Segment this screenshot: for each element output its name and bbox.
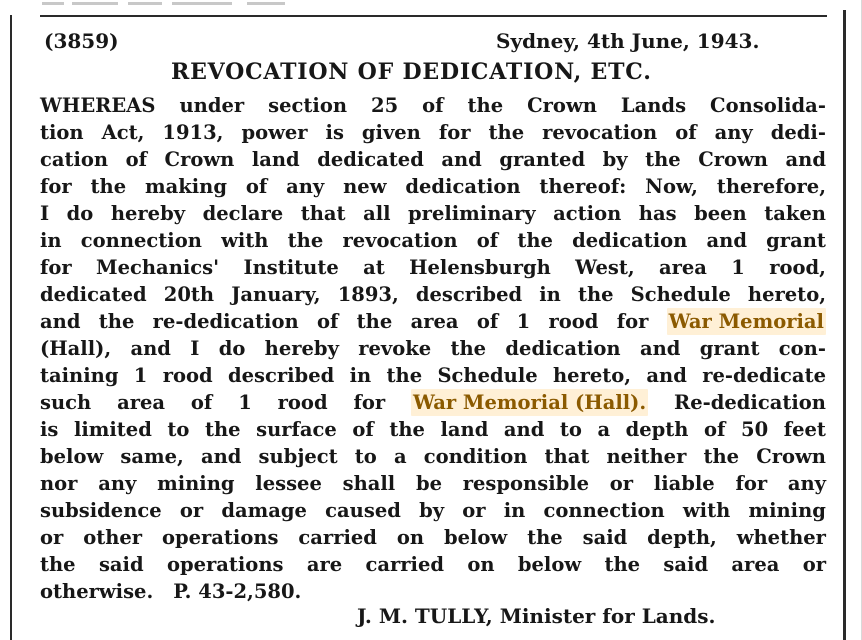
body-word: 50 — [741, 418, 769, 441]
body-word: caused — [325, 499, 401, 522]
body-word: hereby — [264, 337, 339, 360]
body-word: hereto, — [747, 283, 826, 306]
body-word: con- — [778, 337, 826, 360]
body-word: on — [396, 526, 425, 549]
body-word: described — [227, 364, 335, 387]
body-word: below — [40, 445, 104, 468]
body-word: same, — [120, 445, 184, 468]
body-word: mining — [157, 472, 235, 495]
body-word: the — [488, 121, 525, 144]
body-word: action — [553, 202, 622, 225]
body-word: revocation — [542, 121, 658, 144]
body-word: and — [785, 148, 826, 171]
right-border-rule — [843, 10, 846, 640]
body-word: do — [218, 337, 246, 360]
body-word: of — [476, 229, 499, 252]
body-word: any — [286, 175, 325, 198]
body-word: limited — [73, 418, 152, 441]
body-word: of — [190, 391, 213, 414]
body-word: of — [245, 175, 268, 198]
body-word: area — [410, 310, 459, 333]
body-word: given — [361, 121, 421, 144]
body-word: Crown — [527, 94, 597, 117]
body-word: P. 43-2,580. — [173, 580, 302, 603]
body-line — [40, 308, 826, 335]
body-word: declare — [202, 202, 284, 225]
body-word: land — [251, 148, 300, 171]
top-border-rule — [40, 15, 827, 17]
body-word: the — [389, 418, 425, 441]
body-word: 1 — [133, 364, 148, 387]
notice-body — [40, 92, 826, 605]
body-line — [40, 389, 826, 416]
body-word: operations — [161, 526, 279, 549]
body-word: rood, — [769, 256, 826, 279]
body-word: Institute — [243, 256, 339, 279]
body-word: or — [802, 553, 826, 576]
body-word: the — [287, 229, 324, 252]
body-word: the — [527, 526, 563, 549]
body-line — [40, 443, 826, 470]
body-word: subject — [258, 445, 338, 468]
body-word: carried — [298, 526, 377, 549]
body-word: Mechanics' — [96, 256, 220, 279]
body-line — [40, 362, 826, 389]
body-word: land — [440, 418, 489, 441]
notice-title: REVOCATION OF DEDICATION, ETC. — [171, 59, 652, 85]
body-word: is — [40, 418, 59, 441]
body-word: condition — [423, 445, 528, 468]
body-word: such — [40, 391, 92, 414]
body-word: all — [363, 202, 391, 225]
body-word: any — [98, 472, 137, 495]
body-word: dedi- — [770, 121, 826, 144]
body-word: West, — [575, 256, 635, 279]
body-word: described — [415, 283, 523, 306]
left-border-rule — [10, 15, 12, 640]
body-word: 20th — [163, 283, 215, 306]
body-word: the — [356, 310, 393, 333]
body-word: to — [354, 445, 377, 468]
body-word: area — [658, 256, 707, 279]
body-word: granted — [499, 148, 586, 171]
body-word: in — [40, 229, 62, 252]
body-word: the — [703, 445, 740, 468]
body-word: liable — [653, 472, 715, 495]
body-word: Schedule — [437, 364, 538, 387]
body-word: otherwise. — [40, 580, 154, 603]
body-word: the — [645, 148, 681, 171]
body-word: revocation — [342, 229, 458, 252]
body-word: the — [577, 283, 614, 306]
body-word: of — [704, 418, 726, 441]
body-word: Act, — [101, 121, 145, 144]
body-word: Crown — [756, 445, 826, 468]
body-line — [40, 470, 826, 497]
body-word: dedication — [505, 337, 621, 360]
body-word: preliminary — [408, 202, 536, 225]
body-word: said — [663, 553, 709, 576]
minister-signature: J. M. TULLY, Minister for Lands. — [357, 604, 716, 628]
highlighted-search-term: War Memorial — [668, 310, 824, 333]
body-word: been — [694, 202, 747, 225]
body-word: has — [638, 202, 677, 225]
body-word: damage — [221, 499, 307, 522]
body-word: connection — [80, 229, 202, 252]
body-word: the — [467, 94, 504, 117]
notice-number: (3859) — [44, 29, 119, 53]
body-word: new — [343, 175, 387, 198]
body-word: hereto, — [552, 364, 632, 387]
body-word: dedication — [405, 175, 521, 198]
body-word: with — [221, 229, 269, 252]
body-word: a — [597, 418, 611, 441]
body-word: or — [179, 499, 204, 522]
body-word: hereby — [110, 202, 186, 225]
body-word: 1 — [238, 391, 252, 414]
body-word: any — [787, 472, 826, 495]
body-word: and — [639, 337, 681, 360]
body-line — [40, 497, 826, 524]
body-word: dedicated — [317, 148, 424, 171]
body-line — [40, 200, 826, 227]
body-word: thereof: — [539, 175, 627, 198]
body-word: of — [422, 94, 444, 117]
body-word: for — [40, 175, 72, 198]
body-word: (Hall), — [40, 337, 112, 360]
body-word: for — [353, 391, 386, 414]
body-word: and — [200, 445, 242, 468]
body-word: Helensburgh — [409, 256, 551, 279]
body-word: Consolida- — [710, 94, 826, 117]
body-word: said — [582, 526, 628, 549]
body-word: section — [268, 94, 347, 117]
body-word: therefore, — [716, 175, 826, 198]
body-word: and — [130, 337, 171, 360]
body-word: connection — [543, 499, 665, 522]
body-word: or — [609, 472, 634, 495]
body-word: by — [602, 148, 628, 171]
body-word: on — [467, 553, 495, 576]
body-word: rood — [548, 310, 599, 333]
body-line — [40, 551, 826, 578]
body-word: to — [559, 418, 582, 441]
body-word: Schedule — [630, 283, 731, 306]
body-word: that — [544, 445, 590, 468]
body-word: under — [179, 94, 245, 117]
body-word: of — [125, 148, 148, 171]
body-word: of — [476, 310, 499, 333]
body-word: to — [167, 418, 190, 441]
body-word: cation — [40, 148, 109, 171]
body-word: other — [83, 526, 143, 549]
body-word: and — [441, 148, 482, 171]
body-word: area — [117, 391, 166, 414]
body-word: 1893, — [337, 283, 399, 306]
body-word: dedicated — [40, 283, 147, 306]
body-word: for — [40, 256, 72, 279]
body-word: in — [349, 364, 372, 387]
body-word: of — [316, 310, 339, 333]
body-word: any — [714, 121, 753, 144]
body-word: for — [735, 472, 768, 495]
body-word: 1 — [516, 310, 531, 333]
body-word: the — [386, 364, 423, 387]
body-word: neither — [606, 445, 687, 468]
body-word: and — [40, 310, 81, 333]
body-word: or — [40, 526, 64, 549]
body-word: are — [306, 553, 343, 576]
body-word: I — [40, 202, 50, 225]
highlighted-search-term: War Memorial (Hall). — [413, 391, 647, 414]
body-word: 25 — [371, 94, 399, 117]
body-line — [40, 254, 826, 281]
body-word: the — [517, 229, 553, 252]
body-line — [40, 281, 826, 308]
body-word: carried — [365, 553, 445, 576]
body-word: whether — [736, 526, 826, 549]
body-word: and — [503, 418, 545, 441]
body-word: 1 — [731, 256, 745, 279]
body-word: with — [682, 499, 731, 522]
body-word: for — [616, 310, 649, 333]
body-word: in — [503, 499, 526, 522]
body-word: WHEREAS — [40, 94, 156, 117]
body-word: rood — [277, 391, 328, 414]
body-line — [40, 119, 826, 146]
body-word: grant — [699, 337, 760, 360]
body-word: below — [443, 526, 508, 549]
top-cut-off-text — [42, 2, 322, 10]
body-word: rood — [162, 364, 213, 387]
body-word: January, — [231, 283, 321, 306]
body-line — [40, 578, 826, 605]
body-word: of — [352, 418, 374, 441]
body-word: responsible — [462, 472, 590, 495]
body-word: that — [300, 202, 346, 225]
body-word: be — [415, 472, 442, 495]
body-word: the — [450, 337, 487, 360]
body-line — [40, 92, 826, 119]
body-word: making — [144, 175, 227, 198]
body-word: for — [438, 121, 471, 144]
body-word: lessee — [255, 472, 322, 495]
body-word: operations — [166, 553, 284, 576]
body-word: the — [40, 553, 76, 576]
body-line — [40, 335, 826, 362]
body-word: subsidence — [40, 499, 162, 522]
body-word: power — [241, 121, 308, 144]
body-word: by — [419, 499, 445, 522]
body-word: Now, — [645, 175, 698, 198]
body-word: mining — [748, 499, 826, 522]
body-word: the — [204, 418, 241, 441]
body-line — [40, 416, 826, 443]
body-word: tion — [40, 121, 84, 144]
body-word: and — [706, 229, 747, 252]
body-word: at — [363, 256, 385, 279]
body-word: taining — [40, 364, 119, 387]
body-line — [40, 146, 826, 173]
body-word: the — [604, 553, 641, 576]
body-word: Re-dedication — [674, 391, 826, 414]
body-word: or — [462, 499, 486, 522]
body-line — [40, 173, 826, 200]
body-word: shall — [342, 472, 396, 495]
body-word: is — [325, 121, 344, 144]
body-line — [40, 227, 826, 254]
body-word: grant — [766, 229, 826, 252]
body-word: re-dedicate — [702, 364, 826, 387]
body-word: dedication — [572, 229, 688, 252]
notice-date: Sydney, 4th June, 1943. — [496, 29, 760, 53]
body-word: 1913, — [162, 121, 224, 144]
body-word: area — [731, 553, 780, 576]
body-word: depth, — [647, 526, 717, 549]
body-word: nor — [40, 472, 78, 495]
body-word: below — [517, 553, 582, 576]
body-word: do — [66, 202, 94, 225]
body-word: taken — [764, 202, 826, 225]
body-word: of — [675, 121, 697, 144]
body-word: surface — [256, 418, 337, 441]
body-word: the — [90, 175, 127, 198]
body-word: a — [393, 445, 407, 468]
body-word: Crown — [164, 148, 235, 171]
body-word: said — [98, 553, 144, 576]
body-word: I — [190, 337, 200, 360]
body-word: feet — [783, 418, 826, 441]
body-word: and — [646, 364, 687, 387]
body-word: Crown — [698, 148, 768, 171]
body-word: depth — [625, 418, 689, 441]
body-word: re-dedication — [152, 310, 299, 333]
body-line — [40, 524, 826, 551]
body-word: Lands — [620, 94, 687, 117]
body-word: the — [98, 310, 135, 333]
body-word: in — [539, 283, 561, 306]
body-word: revoke — [358, 337, 432, 360]
